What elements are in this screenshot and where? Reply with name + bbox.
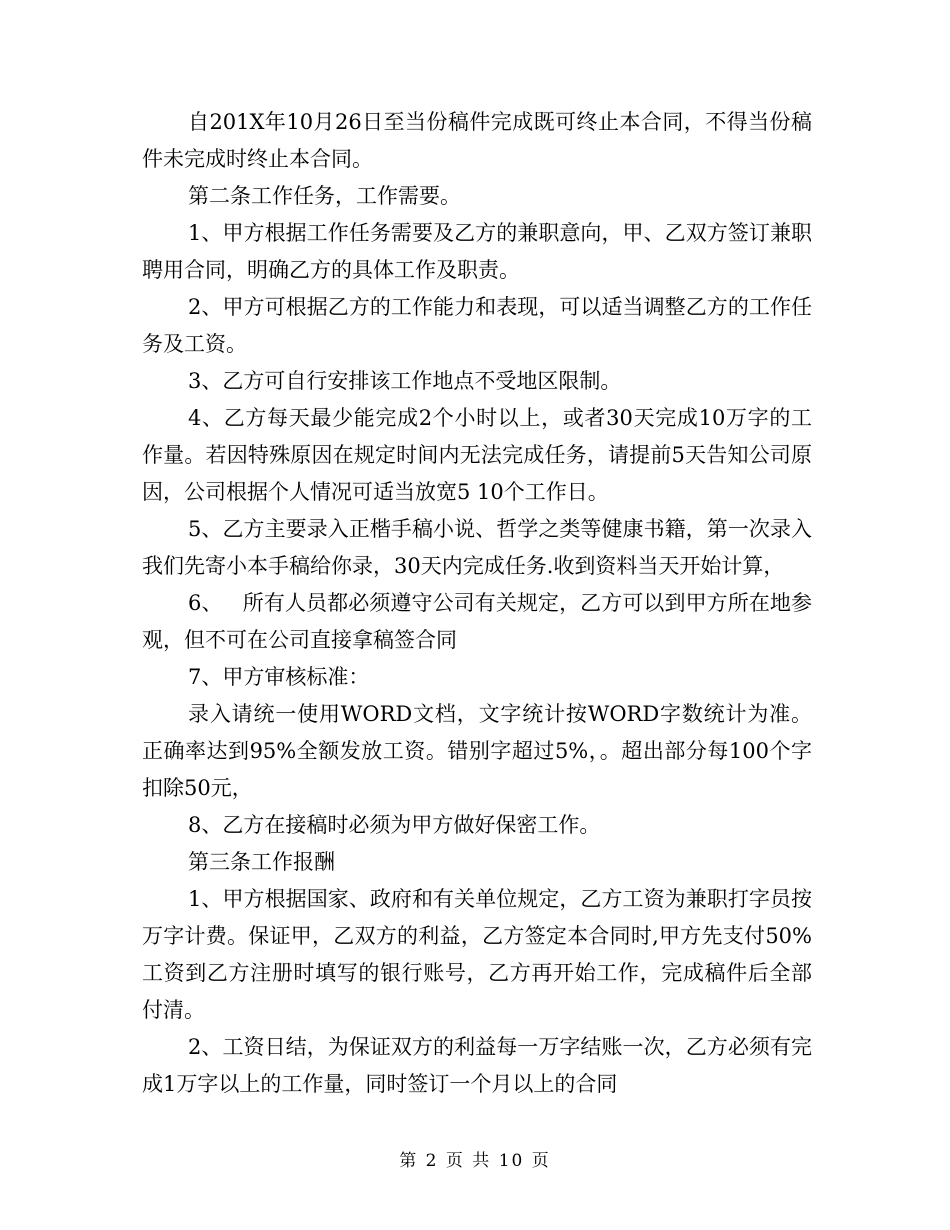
paragraph-clause-8: 8、乙方在接稿时必须为甲方做好保密工作。 xyxy=(188,813,601,837)
document-body xyxy=(142,104,812,1103)
paragraph-clause-5: 5、乙方主要录入正楷手稿小说、哲学之类等健康书籍，第一次录入我们先寄小本手稿给你录，30天内完成任务.收到资料当天开始计算， xyxy=(142,517,812,578)
paragraph-clause-3: 3、乙方可自行安排该工作地点不受地区限制。 xyxy=(188,369,622,393)
paragraph-clause-4: 4、乙方每天最少能完成2个小时以上，或者30天完成10万字的工作量。若因特殊原因在规定时间内无法完成任务，请提前5天告知公司原因，公司根据个人情况可适当放宽5 10个工作日。 xyxy=(142,406,812,504)
paragraph-review-standard: 录入请统一使用WORD文档，文字统计按WORD字数统计为准。正确率达到95%全额发放工资。错别字超过5%，。超出部分每100个字扣除50元， xyxy=(142,702,812,800)
paragraph-term-end: 自201X年10月26日至当份稿件完成既可终止本合同，不得当份稿件未完成时终止本合同。 xyxy=(142,110,812,171)
paragraph-pay-2: 2、工资日结，为保证双方的利益每一万字结账一次，乙方必须有完成1万字以上的工作量，同时签订一个月以上的合同 xyxy=(142,1035,812,1096)
paragraph-clause-2: 2、甲方可根据乙方的工作能力和表现，可以适当调整乙方的工作任务及工资。 xyxy=(142,295,812,356)
heading-article-3: 第三条工作报酬 xyxy=(188,850,335,874)
paragraph-clause-1: 1、甲方根据工作任务需要及乙方的兼职意向，甲、乙双方签订兼职聘用合同，明确乙方的具体工作及职责。 xyxy=(142,221,812,282)
paragraph-clause-6: 6、 所有人员都必须遵守公司有关规定，乙方可以到甲方所在地参观，但不可在公司直接拿稿签合同 xyxy=(142,591,812,652)
paragraph-clause-7: 7、甲方审核标准： xyxy=(188,665,370,689)
heading-article-2: 第二条工作任务，工作需要。 xyxy=(188,184,461,208)
page-number-footer: 第 2 页 共 10 页 xyxy=(399,1151,551,1171)
paragraph-pay-1: 1、甲方根据国家、政府和有关单位规定，乙方工资为兼职打字员按万字计费。保证甲，乙双方的利益，乙方签定本合同时,甲方先支付50%工资到乙方注册时填写的银行账号，乙方再开始工作，完成稿件后全部付清。 xyxy=(142,887,812,1022)
